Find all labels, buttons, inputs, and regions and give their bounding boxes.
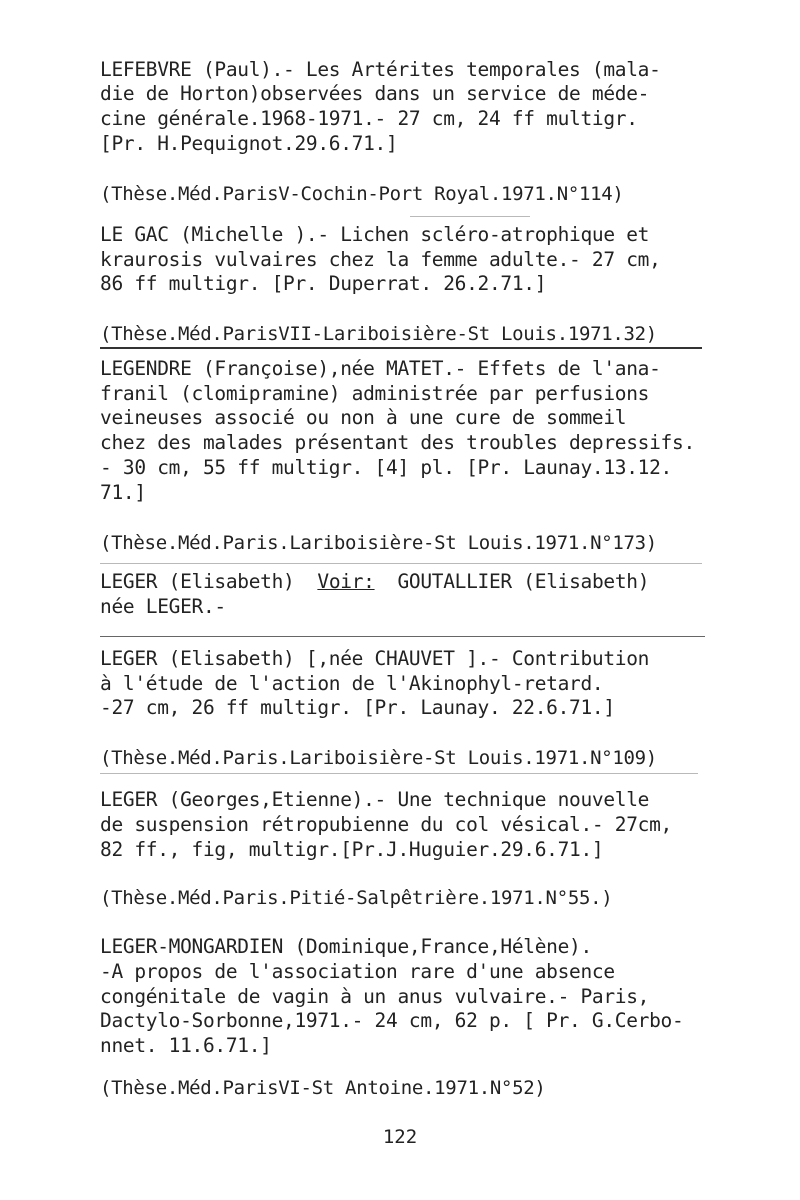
divider — [100, 773, 698, 774]
thesis-reference: (Thèse.Méd.Paris.Pitié-Salpêtrière.1971.N°55.) — [100, 887, 613, 909]
thesis-reference: (Thèse.Méd.Paris.Lariboisière-St Louis.1971.N°173) — [100, 532, 657, 554]
entry-line: 86 ff multigr. [Pr. Duperrat. 26.2.71.] — [100, 272, 547, 295]
entry-line: à l'étude de l'action de l'Akinophyl-retard. — [100, 672, 604, 695]
divider — [410, 216, 530, 217]
entry-line: -A propos de l'association rare d'une absence — [100, 960, 615, 983]
entry-line: veineuses associé ou non à une cure de sommeil — [100, 406, 627, 429]
entry-line: LEGER (Georges,Etienne).- Une technique nouvelle — [100, 788, 650, 811]
thesis-reference: (Thèse.Méd.ParisV-Cochin-Port Royal.1971.N°114) — [100, 183, 624, 205]
entry-line: franil (clomipramine) administrée par perfusions — [100, 382, 650, 405]
divider — [100, 636, 705, 637]
entry-line: - 30 cm, 55 ff multigr. [4] pl. [Pr. Launay.13.12. — [100, 456, 673, 479]
entry-line: née LEGER.- — [100, 595, 226, 618]
entry-line: LEFEBVRE (Paul).- Les Artérites temporales (mala- — [100, 58, 661, 81]
entry-line: LEGER (Elisabeth) [,née CHAUVET ].- Contribution — [100, 647, 650, 670]
see-reference-line — [100, 570, 649, 594]
entry-line: 82 ff., fig, multigr.[Pr.J.Huguier.29.6.71.] — [100, 838, 604, 861]
entry-line: [Pr. H.Pequignot.29.6.71.] — [100, 132, 398, 155]
thesis-reference: (Thèse.Méd.Paris.Lariboisière-St Louis.1971.N°109) — [100, 747, 657, 769]
entry-line: -27 cm, 26 ff multigr. [Pr. Launay. 22.6.71.] — [100, 696, 615, 719]
divider — [100, 347, 702, 349]
see-target: GOUTALLIER (Elisabeth) — [397, 570, 650, 593]
thesis-reference: (Thèse.Méd.ParisVI-St Antoine.1971.N°52) — [100, 1077, 546, 1099]
entry-line: 71.] — [100, 481, 146, 504]
entry-line: de suspension rétropubienne du col vésical.- 27cm, — [100, 813, 673, 836]
entry-line: nnet. 11.6.71.] — [100, 1034, 272, 1057]
entry-line: cine générale.1968-1971.- 27 cm, 24 ff multigr. — [100, 107, 638, 130]
entry-line: kraurosis vulvaires chez la femme adulte.- 27 cm, — [100, 248, 661, 271]
entry-line: LEGENDRE (Françoise),née MATET.- Effets de l'ana- — [100, 357, 661, 380]
see-name: LEGER (Elisabeth) — [100, 570, 295, 593]
page-number: 122 — [382, 1126, 418, 1148]
entry-line: congénitale de vagin à un anus vulvaire.- Paris, — [100, 985, 650, 1008]
entry-line: LE GAC (Michelle ).- Lichen scléro-atrophique et — [100, 223, 650, 246]
entry-line: LEGER-MONGARDIEN (Dominique,France,Hélène). — [100, 935, 592, 958]
see-voir: Voir: — [317, 570, 375, 593]
entry-line: die de Horton)observées dans un service de méde- — [100, 82, 650, 105]
divider — [100, 563, 702, 564]
entry-line: Dactylo-Sorbonne,1971.- 24 cm, 62 p. [ Pr. G.Cerbo- — [100, 1009, 684, 1032]
thesis-reference: (Thèse.Méd.ParisVII-Lariboisière-St Louis.1971.32) — [100, 323, 657, 345]
entry-line: chez des malades présentant des troubles depressifs. — [100, 431, 695, 454]
